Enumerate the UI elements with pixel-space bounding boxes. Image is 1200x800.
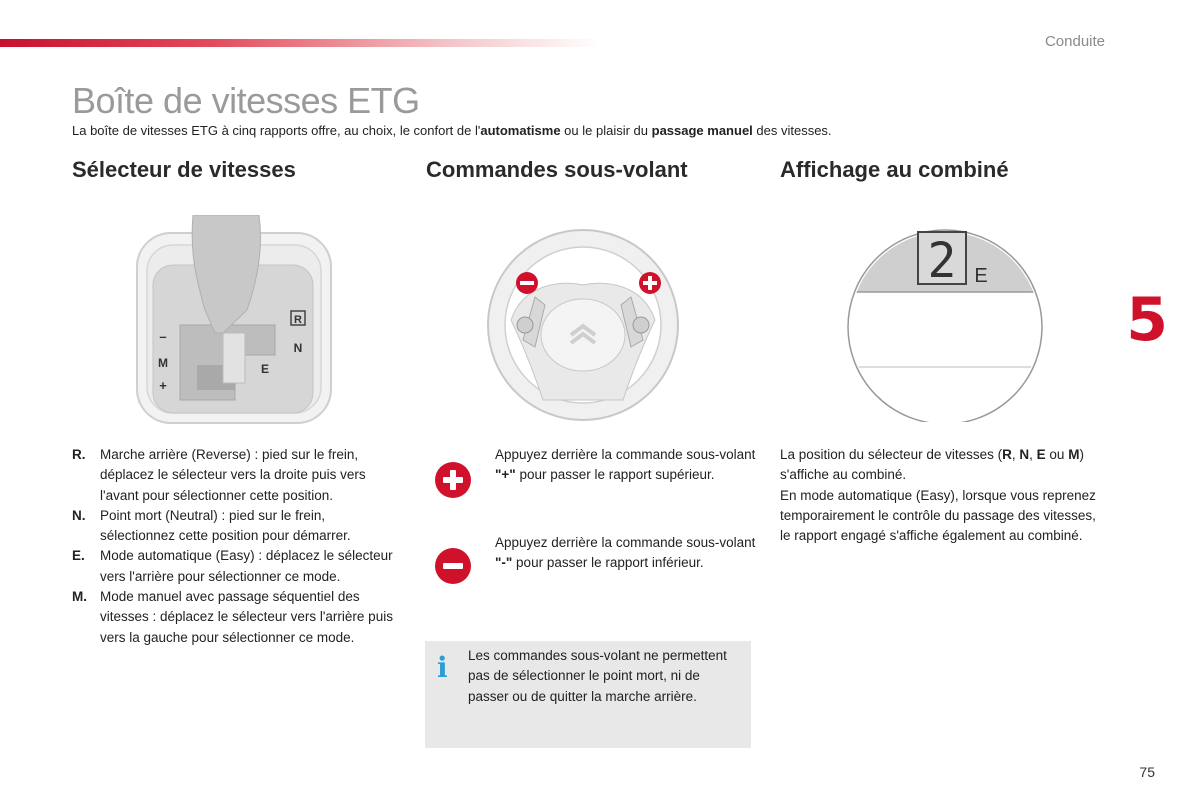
intro-text: des vitesses. <box>752 123 832 138</box>
position-letter: N. <box>72 507 86 523</box>
instruction-text: pour passer le rapport inférieur. <box>512 555 704 571</box>
gear-selector-illustration <box>135 215 335 425</box>
selector-positions-list <box>72 445 402 648</box>
steering-wheel-illustration <box>483 225 683 425</box>
list-item-e <box>72 546 402 587</box>
cluster-display-illustration <box>838 222 1053 422</box>
position-description: Point mort (Neutral) : pied sur le frein, sélectionnez cette position pour démarrer. <box>100 507 351 544</box>
desc-bold-m: M <box>1068 447 1080 462</box>
selector-label-plus: + <box>159 378 167 393</box>
position-description: Marche arrière (Reverse) : pied sur le frein, déplacez le sélecteur vers la droite puis vers l'avant pour sélectionner cette position. <box>100 447 366 503</box>
chapter-number: 5 <box>1126 285 1168 355</box>
intro-text: La boîte de vitesses ETG à cinq rapports offre, au choix, le confort de l' <box>72 123 481 138</box>
desc-text: ) s'affiche au combiné. <box>780 447 1084 483</box>
list-item-n <box>72 506 402 547</box>
instruction-text: Appuyez derrière la commande sous-volant <box>495 447 756 462</box>
selector-label-r: R <box>294 314 302 326</box>
desc-bold-r: R <box>1002 447 1012 462</box>
desc-text: , <box>1011 447 1020 462</box>
info-note-text: Les commandes sous-volant ne permettent pas de sélectionner le point mort, ni de passer ou de quitter la marche arrière. <box>468 648 727 704</box>
position-letter: R. <box>72 447 86 462</box>
plus-icon <box>435 462 471 498</box>
intro-bold-automatisme: automatisme <box>480 123 561 138</box>
page-number: 75 <box>1139 764 1155 780</box>
intro-bold-passage-manuel: passage manuel <box>651 123 753 138</box>
desc-bold-e: E <box>1036 447 1046 462</box>
info-note-box <box>425 641 751 748</box>
display-mode-letter: E <box>974 265 988 287</box>
section-title: Conduite <box>1044 33 1105 50</box>
instruction-text: Appuyez derrière la commande sous-volant <box>495 535 756 550</box>
display-paragraph-1 <box>780 445 1100 486</box>
minus-paddle-icon <box>516 272 538 294</box>
minus-key-label: "-" <box>495 555 513 571</box>
heading-display: Affichage au combiné <box>780 157 1009 182</box>
plus-paddle-icon <box>639 272 661 294</box>
plus-key-label: "+" <box>495 467 516 483</box>
position-letter: M. <box>72 589 87 605</box>
position-description: Mode automatique (Easy) : déplacez le sélecteur vers l'arrière pour sélectionner ce mode. <box>100 548 393 584</box>
selector-label-e: E <box>260 362 270 376</box>
desc-text: ou <box>1045 447 1069 462</box>
selector-label-m: M <box>158 356 168 370</box>
selector-label-minus: – <box>159 329 167 344</box>
list-item-m <box>72 587 402 648</box>
info-icon: i <box>437 651 448 684</box>
display-gear-number: 2 <box>927 233 957 289</box>
list-item-r <box>72 445 402 506</box>
display-description <box>780 445 1100 546</box>
heading-selector: Sélecteur de vitesses <box>72 157 296 182</box>
intro-paragraph <box>72 123 832 138</box>
header-accent-bar <box>0 39 600 47</box>
page-title: Boîte de vitesses ETG <box>72 80 420 121</box>
position-description: Mode manuel avec passage séquentiel des vitesses : déplacez le sélecteur vers l'arrière puis vers la gauche pour sélectionner ce mode. <box>100 589 393 645</box>
heading-paddles: Commandes sous-volant <box>426 157 688 182</box>
display-paragraph-2: En mode automatique (Easy), lorsque vous reprenez temporairement le contrôle du passage des vitesses, le rapport engagé s'affiche également au combiné. <box>780 487 1096 544</box>
desc-bold-n: N <box>1019 447 1030 462</box>
instruction-text: pour passer le rapport supérieur. <box>515 467 715 483</box>
desc-text: , <box>1029 447 1037 462</box>
position-letter: E. <box>72 548 85 564</box>
intro-text: ou le plaisir du <box>560 123 652 138</box>
desc-text: La position du sélecteur de vitesses ( <box>780 447 1003 462</box>
minus-icon <box>435 548 471 584</box>
paddle-plus-instruction <box>495 445 760 486</box>
selector-label-n: N <box>293 341 303 355</box>
paddle-minus-instruction <box>495 533 760 574</box>
